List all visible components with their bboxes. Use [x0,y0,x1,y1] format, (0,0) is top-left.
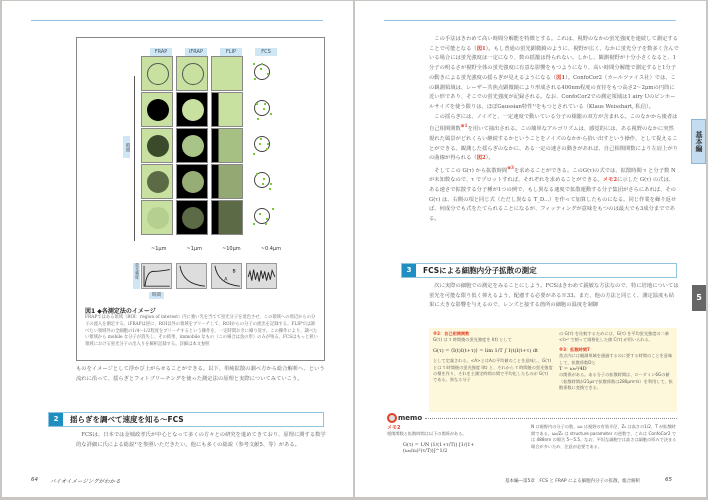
formula: T = ω₀²/4D [559,366,587,373]
text: ）。ConfoCor2（カールツァイス社）では、この観測領域は、レーザー共焦点顕微鏡により形成される400nm程度の直径をもつ高さ2〜2μmの円筒に近い形であり、そこでの蛍光強度が記録される。なお、ConfoCor2での測定領域は1 airy Uのピンホールサイズを使う限りは、ほぼGaussian特性¹⁾をもつとされている（Klaus Weisshart, 私信）。 [429,74,676,110]
text: に示した G(τ) の式は、ある速さで拡散する分子種が1つの例で、もし異なる速度で拡散運動する分子集団がさらにあれば、その G(τ) は、右側の項と同じ式（ただし異なる T_D...）を作って加算したものになる。同じ作業を繰り返せば、何成分でも式をたてられることになるが、フィッティングが意味をもつのは最大でも3成分までである。 [429,177,677,223]
text: を求めることができる。このG(τ)の式では、拡散時間 τ と分子数 N が未知数なので、τ でプロットすれば、それぞれを求めることができる。 [429,167,676,184]
graph-mark-b: B [232,269,236,275]
molecule-dot [259,143,261,145]
figure-ref[interactable]: 図2 [476,155,486,162]
molecule-dot [263,108,265,110]
figure-ref[interactable]: 図1 [476,45,486,52]
scale-labels [141,246,291,252]
note-heading: ※3：拡散時間T [559,346,590,352]
memo-circle-icon [387,413,397,423]
figure-cell [141,56,173,91]
spot-circle [147,171,169,193]
figure-cell [141,200,173,235]
spot-circle [182,135,204,157]
figure-ref[interactable]: 図1 [556,74,566,81]
col-label-flip: FLIP [220,48,242,56]
molecule-dot [261,63,263,65]
molecule-dot [260,138,262,140]
chapter-footer: 基本編―第5章 FCS と FRAP による細胞内分子の拡散、総合解析 [505,479,641,484]
header-rule [384,20,676,21]
graph-frap [141,263,172,289]
time-axis-label: 時間 [123,136,130,158]
section-title: FCSによる細胞内分子拡散の測定 [423,266,537,275]
figure-cell-flip [211,92,243,127]
figure-cell-flip [211,56,243,91]
molecule-dot [260,68,262,70]
notes-box [429,328,677,412]
scale-label: ~10μm [222,246,241,252]
col-label-fcs: FCS [255,48,277,56]
body-paragraph: FCSは、日本では金城政孝氏が中心となって多くの方々との研究を進めてきており、原理に関する数学的な詳細に氏による総説¹⁾を参照いただきたい。他にも多くの総説（参考文献5、等）がある。 [76,432,326,448]
text: ）。 [485,155,494,162]
spot-circle [182,63,204,85]
molecule-dot [257,118,259,120]
page-number: 65 [665,477,672,483]
right-page [355,1,706,497]
figure-caption-title: 図1 ◆各測定法のイメージ [85,308,156,315]
spot-circle [147,207,169,229]
spot-circle [182,207,204,229]
memo-divider [425,418,677,419]
header-rule [31,20,323,21]
figure-cell [176,128,208,163]
molecule-dot [267,143,269,145]
memo-formula: G(τ) = 1/N (1/(1+τ/T)) [1/(1+(ω₀/z₀)²(τ/T))]^1/2 [403,443,475,454]
scale-label: ~0.4μm [260,246,281,252]
graph-ifrap [176,263,207,289]
memo-text: 相関関数と拡散時間は以下の関係がある。 [387,431,467,436]
section-number: 3 [402,264,416,277]
formula: G(τ) = ⟨I(t)I(t+τ)⟩ = lim 1/T ∫ I(t)I(t+τ) dt [433,347,539,354]
figure-caption: FRAPではある領域（ROI：region of interest）内に強い光を当てて蛍光分子を退色させ、この領域への周辺からの分子の流入を測定する。iFRAPは逆に、ROI以外の領域をブリーチして、ROIからの分子の流出を記録する。FLIPでは調べたい領域外の全細胞の1/4〜1/2程度をブリーチするという操作を、一定時間おきに繰り返す。この操作により、調べたい領域から mobile な分子が消失し、その結果、immobile なもの（この場合は魚の形）のみが残る。FCSはもっと狭い領域における蛍光分子の出入りを解析記録する。詳細は本文参照 [85,315,318,348]
note-text: の G(τ) を比較するためには、G(τ) を平均蛍光強度の二乗 <I>² で割って規格化した値 C(τ) が用いられる。 [559,331,669,343]
note-heading: ※2：自己相関関数 [433,331,470,336]
spot-circle [182,99,204,121]
spot-circle [147,99,169,121]
scale-label: ~1μm [186,246,202,252]
chapter-tab[interactable]: 5 [692,285,706,311]
graph-fcs [246,263,277,289]
molecule-dot [262,183,264,185]
memo-title: メモ2 [387,425,401,431]
body-paragraph: ものをイメージとして浮かび上がらせることができる。以下、単純拡散の調べ方から総合解析へ、という流れに沿って、揺らぎとフォトブリーチングを使った測定法の原理と実際についてみていこう。 [76,366,325,382]
molecule-dot [263,178,265,180]
section-heading-3 [401,263,677,278]
fcs-volume [254,172,270,188]
text: を用いて抽出される。この簡単なアルゴリズムは、感覚的には、ある視野のなかに突然現れた風景がどれくらい継続するかということをノイズのなかから拾い出すという操作、として捉えることができる。観測した揺らぎのなかに、ある一定の速さの動きがあれば、自己相関関数により左肩上がりの曲線が得られる（ [429,126,678,162]
note-ref[interactable]: ※3 [507,165,514,171]
fcs-volume [254,100,270,116]
fcs-volume [254,208,270,224]
molecule-dot [253,63,255,65]
molecule-dot [253,223,255,225]
note-text: の関係がある。ある分子の拡散時間は、ローダミン6Gの値（拡散時間が21μsで拡散係数は280μm²/s）を利用して、拡散係数に変換できる。 [559,372,673,391]
figure-cell [176,92,208,127]
figure-cell-flip [211,164,243,199]
molecule-dot [254,78,256,80]
text: そしてこの G(τ) から拡散時間 [434,167,508,174]
note-ref[interactable]: ※1 [460,124,468,130]
memo-left [387,425,517,455]
molecule-dot [253,153,255,155]
memo-text: N は視野内の分子の数、ω₀ は視野の有効半径、Z₀ は高さの1/2、T が拡散時間である。ω₀/Z₀ は structure parameter の逆数で、これは ConfoCor2 では 488nm の場合 5〜5.5。なお、平坦な細胞では高さは細胞の厚みで決まる場合が多いため、注意が必要である。 [531,424,677,449]
spot-circle [147,63,169,85]
memo-ref[interactable]: メモ2 [602,177,618,184]
molecule-dot [264,103,266,105]
section-number: 2 [49,413,63,426]
figure-cell-flip [211,128,243,163]
figure-cell [176,56,208,91]
graph-ylabel: 蛍光強度 [133,263,140,289]
molecule-dot [269,188,271,190]
molecule-dot [272,208,274,210]
molecule-dot [270,113,272,115]
note-text: G(τ) は τ 時間後の蛍光強度を I(t) として [433,337,512,343]
molecule-dot [267,73,269,75]
molecule-dot [265,223,267,225]
spot-circle [147,135,169,157]
graph-xlabel: 時間 [149,292,164,299]
scale-label: ~1μm [151,246,167,252]
note-text: 焦点内には観測領域を通過するのに要する時間のことを意味して、拡散係数Dと [559,353,673,365]
left-page [2,1,353,497]
book-title: バイオイメージングがわかる [50,479,121,485]
section-title: 揺らぎを調べて速度を知る〜FCS [70,415,184,424]
graph-mark-a: A [224,277,228,283]
molecule-dot [259,213,261,215]
fcs-volume [254,64,270,80]
part-tab[interactable]: 基本編 [691,119,706,164]
graph-flip [211,263,242,289]
time-arrow-icon [134,76,135,241]
molecule-dot [266,148,268,150]
fcs-volume [254,136,270,152]
figure-cell [176,164,208,199]
body-text [429,35,679,225]
memo-label: memo [398,414,423,422]
page-number: 64 [31,477,38,483]
figure-cell [141,92,173,127]
col-label-ifrap: iFRAP [185,48,207,56]
molecule-dot [256,173,258,175]
text: ）。もし普通の蛍光顕微鏡のように、視野が広く、なかに蛍光分子を数多く含んでいる場合には蛍光強度は一定になり、数の揺籠は得られない。しかし、観測視野が十分小さくなると、1分子の明るさが視野全体の蛍光強度に有意な影響をもつようになり、高い時間分解能で測定すると1分子の動きによる蛍光強度の揺らぎが見えるようになる（ [429,45,679,81]
col-label-frap: FRAP [150,48,172,56]
memo-header [387,413,677,423]
text: この揺らぎには、ノイズと、一定速度で動いている分子の様籠の双方が含まれる。このなかから後者は自己相関関数 [429,113,678,133]
figure-cell-flip [211,200,243,235]
text: この手法はきわめて高い時間分解能を特徴とする。これは、視野のなかの蛍光強度を連続して測定することで可能となる（ [429,36,678,52]
figure-cell [176,200,208,235]
section-heading-2 [48,412,324,427]
molecule-dot [256,103,258,105]
molecule-dot [266,218,268,220]
note-text: として定義される。<A>とはAの平均値のことを意味し、G(τ)とは τ 時間後の蛍光強度 I(t) と、それから τ 時間後の蛍光強度の積を作り、それを主測定時間の間で平均化したものが G(τ) である。異なる分子 [433,358,553,383]
figure-1 [76,37,325,361]
molecule-dot [270,183,272,185]
body-paragraph: 次に実際の細胞での測定をみることにしよう。FCSはきわめて鋭敏な方法なので、特に培地については蛍光を可能な限り低く抑えるよう、配慮する必要がある※33。また、他の方法と同じく、測定温度も結果に大きな影響を与えるので、レンズと接する箇所の細胞の温度を制御 [429,283,679,309]
figure-cell [141,164,173,199]
figure-cell [141,128,173,163]
spot-circle [182,171,204,193]
